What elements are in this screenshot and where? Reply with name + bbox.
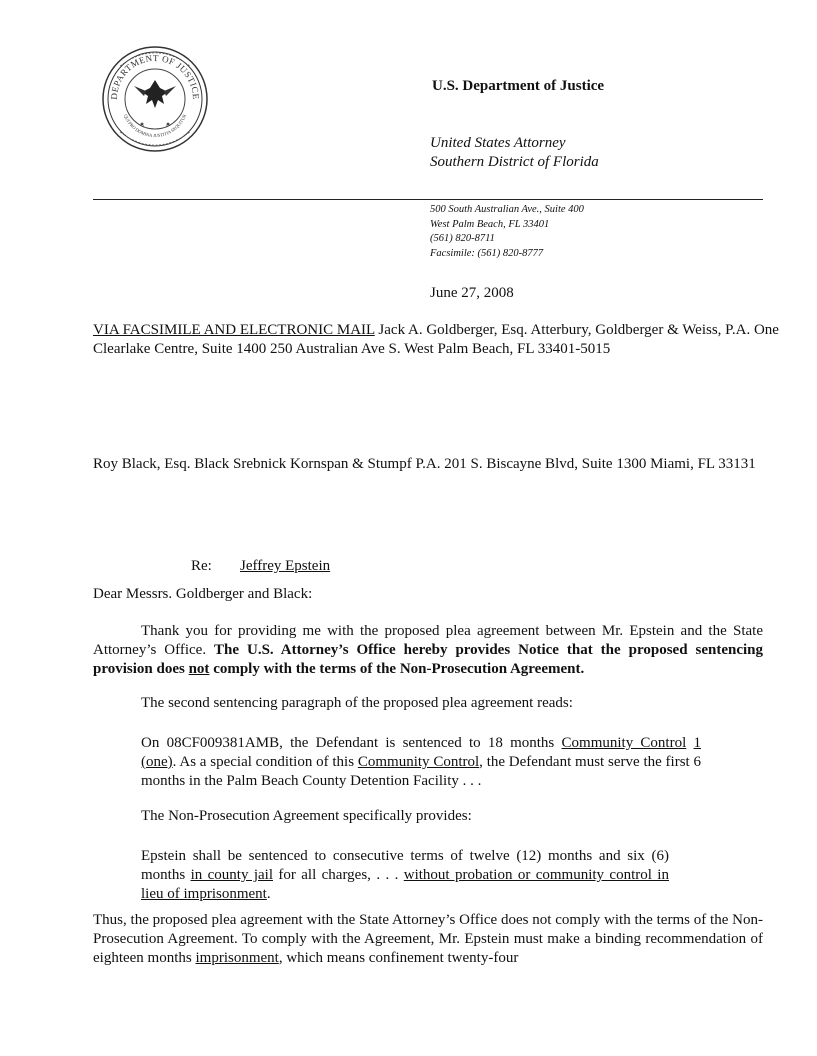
p4-line-1: Thus, the proposed plea agreement with the State Attorney’s Office does not comply with the terms — [93, 912, 690, 928]
q2-line-1: Epstein shall be sentenced to consecutive terms of twelve (12) months and six (6) — [141, 848, 669, 864]
q2-line-2-d: without probation or community control in — [403, 867, 669, 883]
delivery-method: VIA FACSIMILE AND ELECTRONIC MAIL — [93, 322, 375, 338]
re-label: Re: — [191, 558, 212, 574]
q1-line-1 — [141, 735, 686, 751]
recipient-1-address-1: One Clearlake Centre, Suite 1400 — [93, 322, 779, 357]
salutation: Dear Messrs. Goldberger and Black: — [93, 586, 313, 602]
q2-line-2-b: in county jail — [190, 867, 273, 883]
recipient-1-address-2: 250 Australian Ave S. — [270, 341, 401, 357]
seal-top-text: DEPARTMENT OF JUSTICE — [108, 52, 202, 100]
quote-plea-agreement — [141, 734, 701, 791]
doj-seal-icon — [100, 44, 210, 154]
q2-line-2 — [141, 867, 669, 883]
svg-text:QUI PRO DOMINA JUSTITIA SEQUIT — [123, 114, 187, 138]
recipient-2-city: Miami, FL 33131 — [650, 456, 756, 472]
seal-motto: QUI PRO DOMINA JUSTITIA SEQUITUR — [122, 113, 188, 139]
office-line-1: United States Attorney — [430, 135, 566, 151]
recipient-block-2 — [93, 455, 756, 474]
q1-line-2-b: . As a special condition of this — [172, 754, 358, 770]
q2-line-2-c: for all charges, . . . — [273, 867, 404, 883]
p4-line-2: of the Non-Prosecution Agreement. To comply with the Agreement, Mr. Epstein must make a — [93, 912, 763, 947]
paragraph-npa-provides: The Non-Prosecution Agreement specifically provides: — [141, 808, 472, 824]
paragraph-conclusion — [93, 911, 763, 968]
recipient-2-address-1: 201 S. Biscayne Blvd, Suite 1300 — [444, 456, 647, 472]
department-heading: U.S. Department of Justice — [432, 78, 605, 94]
address-phone: (561) 820-8711 — [430, 233, 495, 244]
p1-line-3-a: sentencing provision does — [93, 642, 764, 677]
q2-line-2-a: months — [141, 867, 191, 883]
paragraph-second-sentencing: The second sentencing paragraph of the proposed plea agreement reads: — [141, 695, 573, 711]
paragraph-notice — [93, 622, 763, 679]
address-line-2: West Palm Beach, FL 33401 — [430, 218, 550, 230]
q1-line-1-a: On 08CF009381AMB, the Defendant is sentenced to 18 months — [141, 735, 562, 751]
office-line-2: Southern District of Florida — [430, 154, 599, 170]
recipient-block-1 — [93, 321, 817, 359]
p4-line-3-b: imprisonment — [195, 950, 279, 966]
q2-line-3-b: . — [266, 886, 271, 902]
q1-line-2-d: , the Defendant must serve — [479, 754, 640, 770]
recipient-2-firm: Black Srebnick Kornspan & Stumpf P.A. — [194, 456, 441, 472]
q1-line-2-c: Community Control — [357, 754, 480, 770]
p4-line-3-c: , which means confinement twenty-four — [278, 950, 519, 966]
letterhead-divider — [93, 199, 763, 200]
address-line-1: 500 South Australian Ave., Suite 400 — [430, 204, 584, 215]
p1-line-2-text: State Attorney’s Office. — [93, 623, 763, 658]
letter-date: June 27, 2008 — [430, 285, 514, 301]
p4-line-3-a: binding recommendation of eighteen months — [93, 931, 763, 966]
p1-line-1: Thank you for providing me with the proposed plea agreement between Mr. Epstein and the — [141, 623, 727, 639]
office-address — [430, 203, 584, 261]
quote-npa — [141, 847, 669, 904]
q1-line-3: the first 6 months in the Palm Beach County Detention Facility . . . — [141, 754, 701, 789]
p1-line-3-c: comply with the terms of the Non-Prosecution Agreement. — [209, 661, 585, 677]
recipient-1-city: West Palm Beach, FL 33401-5015 — [404, 341, 611, 357]
recipient-1-name: Jack A. Goldberger, Esq. — [378, 322, 528, 338]
office-name — [430, 134, 599, 172]
p1-line-2-bold: The U.S. Attorney’s Office hereby provides Notice that the proposed — [214, 642, 688, 658]
re-subject: Jeffrey Epstein — [240, 558, 331, 574]
q1-line-1-b: Community Control — [561, 735, 687, 751]
p1-line-3-emphasis: not — [188, 661, 210, 677]
recipient-2-name: Roy Black, Esq. — [93, 456, 191, 472]
q1-line-2-a: 1 (one) — [141, 735, 702, 770]
address-fax: Facsimile: (561) 820-8777 — [430, 247, 544, 259]
q2-line-3-a: lieu of imprisonment — [141, 886, 267, 902]
recipient-1-firm: Atterbury, Goldberger & Weiss, P.A. — [530, 322, 751, 338]
q2-line-3 — [141, 886, 271, 902]
